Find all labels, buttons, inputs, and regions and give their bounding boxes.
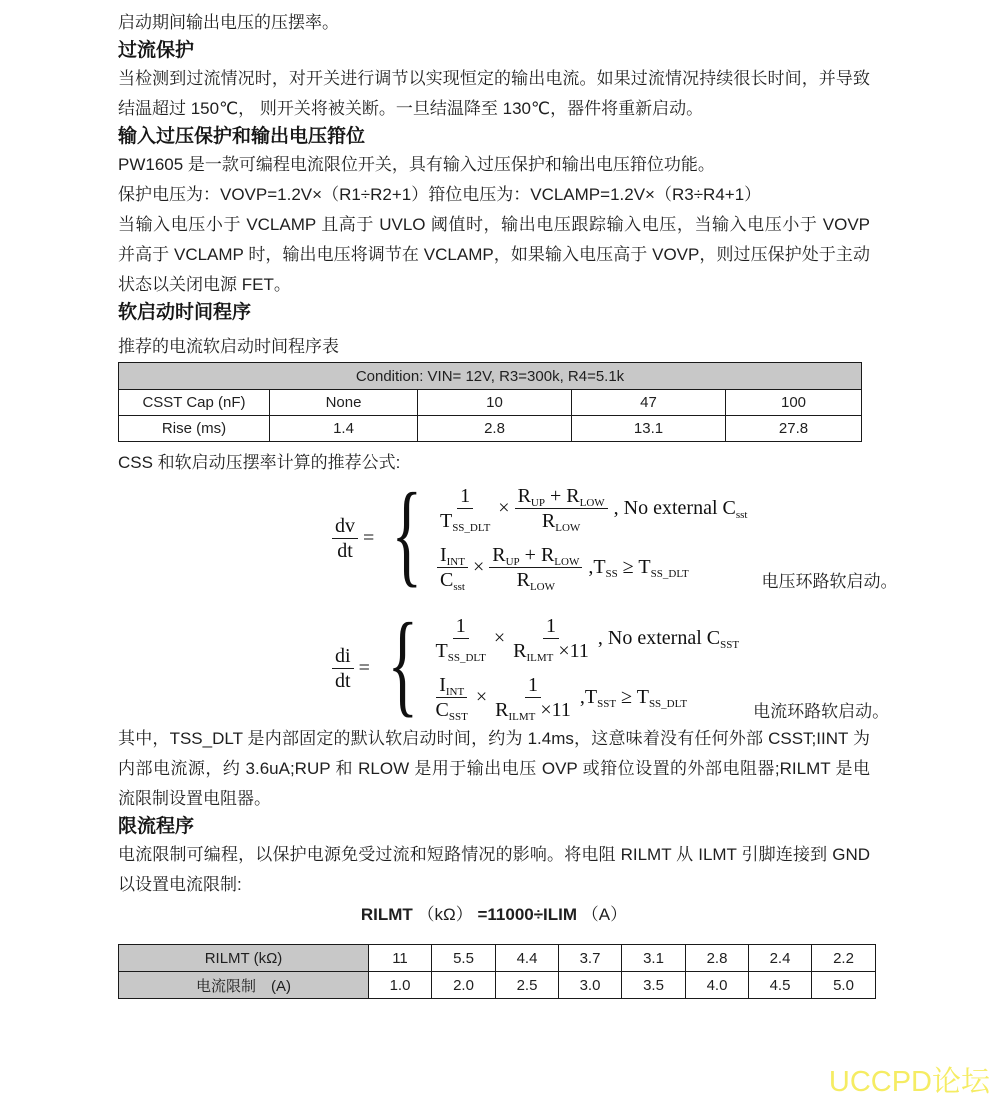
forum-watermark: UCCPD论坛 bbox=[828, 1066, 990, 1098]
case-with-external-cap: $\frac{I_{INT}}{C_{SST}}$ × $\frac{1}{R_{ILMT} \times 11}$ $,T_{SST} \ge T_{SS\_DLT}$ bbox=[435, 674, 688, 723]
table-cell: 3.1 bbox=[622, 945, 686, 972]
table-cell: 3.7 bbox=[559, 945, 622, 972]
table-condition-cell: Condition: VIN= 12V, R3=300k, R4=5.1k bbox=[119, 363, 862, 390]
case-condition: $,T_{SS} \ge T_{SS\_DLT}$ bbox=[588, 556, 689, 580]
equals-sign: = bbox=[363, 526, 375, 549]
multiply-sign: × bbox=[475, 686, 488, 708]
table-cell: 4.4 bbox=[496, 945, 559, 972]
current-softstart-formula-block bbox=[330, 600, 890, 728]
rilmt-table bbox=[118, 944, 876, 999]
multiply-sign: × bbox=[498, 497, 510, 519]
table-cell: 47 bbox=[572, 390, 726, 416]
table-cell: 2.4 bbox=[749, 945, 812, 972]
table-cell: 11 bbox=[369, 945, 432, 972]
softstart-table bbox=[118, 362, 862, 442]
current-loop-caption: 电流环路软启动。 bbox=[753, 702, 890, 721]
ilim-unit: （A） bbox=[581, 905, 628, 924]
equals-sign: = bbox=[358, 656, 370, 679]
table-cell: 1.0 bbox=[369, 972, 432, 999]
paragraph-overcurrent: 当检测到过流情况时，对开关进行调节以实现恒定的输出电流。如果过流情况持续很长时间，并导致结温超过 150℃， 则开关将被关断。一旦结温降至 130℃，器件将重新启动。 bbox=[118, 69, 870, 118]
lhs-fraction bbox=[332, 514, 358, 563]
di-dt-formula bbox=[330, 600, 740, 728]
paragraph-ovp-line2: 保护电压为：VOVP=1.2V×（R1÷R2+1）箝位电压为：VCLAMP=1.2V×（R3÷R4+1） bbox=[118, 185, 762, 204]
row-label: Rise (ms) bbox=[119, 416, 270, 442]
intro-line: 启动期间输出电压的压摆率。 bbox=[118, 13, 339, 32]
table-cell: 13.1 bbox=[572, 416, 726, 442]
left-brace: { bbox=[391, 470, 423, 598]
multiply-sign: × bbox=[493, 627, 506, 649]
case-condition: , No external $C_{SST}$ bbox=[597, 627, 740, 651]
table-cell: 5.0 bbox=[812, 972, 876, 999]
lhs-numerator: di bbox=[332, 644, 354, 669]
row-label: CSST Cap (nF) bbox=[119, 390, 270, 416]
paragraph-ovp-body: 当输入电压小于 VCLAMP 且高于 UVLO 阈值时，输出电压跟踪输入电压，当输入电压小于 VOVP 并高于 VCLAMP 时，输出电压将调节在 VCLAMP，如果输入电压高于 VOVP，则过压保护处于主动状态以关闭电源 FET。 bbox=[118, 215, 870, 294]
rilmt-equation bbox=[118, 900, 870, 930]
rilmt-expression: =11000÷ILIM bbox=[477, 905, 578, 924]
table-cell: 3.0 bbox=[559, 972, 622, 999]
left-brace: { bbox=[387, 600, 419, 728]
table-cell: 27.8 bbox=[726, 416, 862, 442]
case-no-external-cap: $\frac{1}{T_{SS\_DLT}}$ × $\frac{R_{UP} + R_{LOW}}{R_{LOW}}$ , No external $C_{sst}$ bbox=[439, 485, 748, 534]
table-cell: 2.2 bbox=[812, 945, 876, 972]
lhs-denominator: dt bbox=[337, 539, 353, 562]
table-row bbox=[119, 945, 876, 972]
case-with-external-cap: $\frac{I_{INT}}{C_{sst}}$ × $\frac{R_{UP} + R_{LOW}}{R_{LOW}}$ $,T_{SS} \ge T_{SS\_DLT}$ bbox=[435, 543, 748, 592]
table-cell: 2.8 bbox=[686, 945, 749, 972]
table-cell: 4.0 bbox=[686, 972, 749, 999]
table-header-row bbox=[119, 363, 862, 390]
formula-intro-line: CSS 和软启动压摆率计算的推荐公式: bbox=[118, 453, 401, 472]
heading-softstart: 软启动时间程序 bbox=[118, 302, 252, 323]
voltage-softstart-formula-block bbox=[330, 470, 898, 598]
table-cell: None bbox=[270, 390, 418, 416]
table-cell: 4.5 bbox=[749, 972, 812, 999]
voltage-loop-caption: 电压环路软启动。 bbox=[761, 572, 898, 591]
table-cell: 5.5 bbox=[432, 945, 496, 972]
table-cell: 1.4 bbox=[270, 416, 418, 442]
table-cell: 2.0 bbox=[432, 972, 496, 999]
table-cell: 2.8 bbox=[418, 416, 572, 442]
heading-current-limit: 限流程序 bbox=[118, 816, 195, 837]
multiply-sign: × bbox=[472, 556, 485, 578]
dv-dt-formula bbox=[330, 470, 748, 598]
lhs-numerator: dv bbox=[332, 514, 358, 539]
lhs-fraction bbox=[332, 644, 354, 693]
table-cell: 10 bbox=[418, 390, 572, 416]
formula-cases bbox=[431, 614, 740, 722]
paragraph-softstart-notes: 其中，TSS_DLT 是内部固定的默认软启动时间，约为 1.4ms，这意味着没有任何外部 CSST;IINT 为内部电流源，约 3.6uA;RUP 和 RLOW 是用于输出电压 OVP 或箝位设置的外部电阻器;RILMT 是电流限制设置电阻器。 bbox=[118, 729, 870, 808]
table-cell: 100 bbox=[726, 390, 862, 416]
rilmt-name: RILMT bbox=[360, 905, 413, 924]
formula-cases bbox=[435, 484, 748, 592]
lhs-denominator: dt bbox=[335, 669, 351, 692]
heading-overcurrent-protection: 过流保护 bbox=[118, 40, 195, 61]
table-row bbox=[119, 390, 862, 416]
heading-input-ovp-clamp: 输入过压保护和输出电压箝位 bbox=[118, 126, 366, 147]
rilmt-unit: （kΩ） bbox=[417, 905, 473, 924]
paragraph-current-limit: 电流限制可编程，以保护电源免受过流和短路情况的影响。将电阻 RILMT 从 ILMT 引脚连接到 GND 以设置电流限制: bbox=[118, 845, 870, 894]
table-row bbox=[119, 416, 862, 442]
paragraph-ovp-line1: PW1605 是一款可编程电流限位开关，具有输入过压保护和输出电压箝位功能。 bbox=[118, 155, 715, 174]
table-cell: 3.5 bbox=[622, 972, 686, 999]
row-label: 电流限制 (A) bbox=[119, 972, 369, 999]
case-condition: , No external $C_{sst}$ bbox=[613, 497, 748, 521]
case-no-external-cap: $\frac{1}{T_{SS\_DLT}}$ × $\frac{1}{R_{ILMT} \times 11}$ , No external $C_{SST}$ bbox=[435, 615, 740, 664]
row-label: RILMT (kΩ) bbox=[119, 945, 369, 972]
table-row bbox=[119, 972, 876, 999]
case-condition: $,T_{SST} \ge T_{SS\_DLT}$ bbox=[579, 686, 688, 710]
softstart-table-caption: 推荐的电流软启动时间程序表 bbox=[118, 337, 339, 356]
table-cell: 2.5 bbox=[496, 972, 559, 999]
